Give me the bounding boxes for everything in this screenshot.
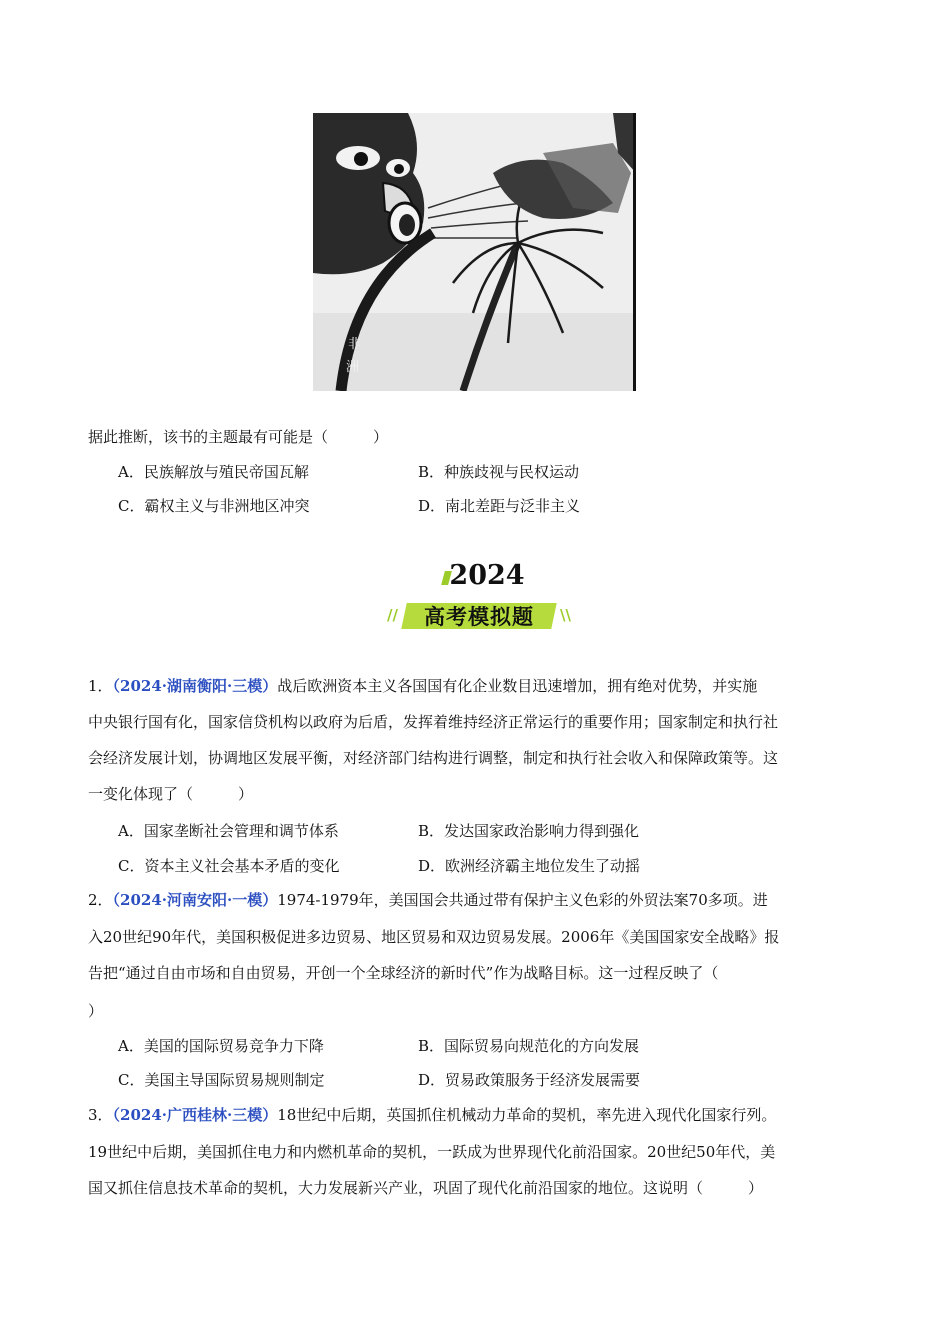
right-slash-mark: \\ [560, 606, 571, 624]
question-1-option-a[interactable]: A．国家垄断社会管理和调节体系 [118, 822, 339, 840]
question-3-line-1 [88, 1105, 776, 1125]
intro-option-b[interactable]: B．种族歧视与民权运动 [418, 463, 580, 481]
africa-label-char-2: 洲 [346, 360, 360, 375]
cartoon-illustration [313, 113, 636, 391]
question-source[interactable]: （2024·湖南衡阳·三模） [112, 677, 278, 695]
intro-question-stem: 据此推断，该书的主题最有可能是（ ） [88, 428, 389, 446]
question-text: 18世纪中后期，英国抓住机械动力革命的契机，率先进入现代化国家行列。 [277, 1106, 777, 1124]
question-1-line-2: 中央银行国有化，国家信贷机构以政府为后盾，发挥着维持经济正常运行的重要作用；国家制定和执行社 [88, 713, 779, 731]
question-1-line-3: 会经济发展计划，协调地区发展平衡，对经济部门结构进行调整，制定和执行社会收入和保障政策等。这 [88, 749, 779, 767]
question-1-option-b[interactable]: B．发达国家政治影响力得到强化 [418, 822, 640, 840]
question-1-line-4: 一变化体现了（ ） [88, 785, 254, 803]
question-1-line-1 [88, 676, 757, 696]
intro-option-d[interactable]: D．南北差距与泛非主义 [418, 497, 581, 515]
question-source[interactable]: （2024·河南安阳·一模） [112, 891, 278, 909]
question-2-option-d[interactable]: D．贸易政策服务于经济发展需要 [418, 1071, 641, 1089]
question-2-line-1 [88, 890, 768, 910]
question-2-line-2: 入20世纪90年代，美国积极促进多边贸易、地区贸易和双边贸易发展。2006年《美国国家安全战略》报 [88, 928, 780, 946]
intro-option-a[interactable]: A．民族解放与殖民帝国瓦解 [118, 463, 309, 481]
africa-label-char-1: 非 [348, 337, 362, 352]
intro-option-c[interactable]: C．霸权主义与非洲地区冲突 [118, 497, 310, 515]
question-2-line-3: 告把“通过自由市场和自由贸易，开创一个全球经济的新时代”作为战略目标。这一过程反映了（ [88, 964, 719, 982]
cartoon-figure [313, 113, 636, 391]
question-2-option-a[interactable]: A．美国的国际贸易竞争力下降 [118, 1037, 324, 1055]
question-text: 1974-1979年，美国国会共通过带有保护主义色彩的外贸法案70多项。进 [277, 891, 768, 909]
left-slash-mark: // [387, 606, 398, 624]
question-2-option-b[interactable]: B．国际贸易向规范化的方向发展 [418, 1037, 640, 1055]
question-source[interactable]: （2024·广西桂林·三模） [112, 1106, 278, 1124]
question-number: 1． [88, 677, 113, 695]
question-3-line-3: 国又抓住信息技术革命的契机，大力发展新兴产业，巩固了现代化前沿国家的地位。这说明（ ） [88, 1179, 764, 1197]
question-1-option-c[interactable]: C．资本主义社会基本矛盾的变化 [118, 857, 340, 875]
question-number: 2． [88, 891, 113, 909]
question-1-option-d[interactable]: D．欧洲经济霸主地位发生了动摇 [418, 857, 641, 875]
question-3-line-2: 19世纪中后期，美国抓住电力和内燃机革命的契机，一跃成为世界现代化前沿国家。20世纪50年代，美 [88, 1143, 776, 1161]
question-number: 3． [88, 1106, 113, 1124]
section-year: 2024 [449, 560, 525, 591]
question-2-option-c[interactable]: C．美国主导国际贸易规则制定 [118, 1071, 325, 1089]
section-title: 高考模拟题 [424, 605, 534, 629]
question-text: 战后欧洲资本主义各国国有化企业数目迅速增加，拥有绝对优势，并实施 [277, 677, 758, 695]
question-2-line-4: ） [88, 1002, 104, 1020]
